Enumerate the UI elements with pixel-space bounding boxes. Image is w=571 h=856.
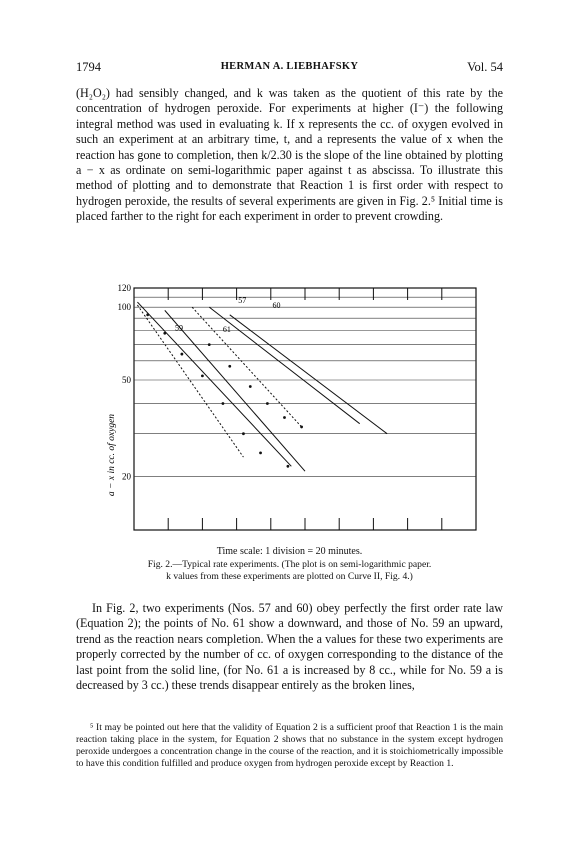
y-tick-label: 120 [117,283,131,293]
data-point [201,374,204,377]
data-point [287,465,290,468]
series-label-59: 59 [175,323,184,333]
series-label-60: 60 [272,301,281,311]
caption-line-2: k values from these experiments are plotted on Curve II, Fig. 4.) [166,571,413,582]
plot-border [134,288,476,530]
log-grid [134,288,476,530]
figure-caption [76,546,503,583]
series-label-57: 57 [238,296,247,306]
rate-chart [76,280,503,540]
paragraph-text: (H₂O₂) had sensibly changed, and k was taken as the quotient of this rate by the concentration of hydrogen peroxide. For experiments at higher (I⁻) the following integral method was used in evaluating k. If x represents the cc. of oxygen evolved in such an experiment at an arbitrary time, t, and a represents the value of x when the reaction has gone to completion, then k/2.30 is the slope of the line obtained by plotting a − x as ordinate on semi-logarithmic paper against t as abscissa. To illustrate this method of plotting and to demonstrate that Reaction 1 is first order with respect to hydrogen peroxide, the results of several experiments are given in Fig. 2.⁵ Initial time is placed farther to the right for each experiment in order to prevent crowding. [76,86,503,224]
data-point [228,365,231,368]
footnote-text: ⁵ It may be pointed out here that the validity of Equation 2 is a sufficient proof that Reaction 1 is the main reaction taking place in the system, for Equation 2 shows that no substance in the system except hydrogen peroxide undergoes a concentration change in the course of the reaction, and it is stoichiometrically impossible to have this condition fulfilled and produce oxygen from hydrogen peroxide except by Reaction 1. [76,722,503,769]
solid-line [230,315,387,434]
paragraph-text: In Fig. 2, two experiments (Nos. 57 and 60) obey perfectly the first order rate law (Equation 2); the points of No. 61 show a downward, and those of No. 59 an upward, trend as the reaction nears completion. When the a values for these two experiments are properly corrected by the number of cc. of oxygen corresponding to the distance of the last point from the solid line, (for No. 61 a is increased by 8 cc., while for No. 59 a is decreased by 3 cc.) these trends disappear entirely as the broken lines, [76,601,503,693]
volume-number: Vol. 54 [467,60,503,74]
body-paragraph-2 [76,601,503,693]
data-point [249,385,252,388]
y-tick-label: 50 [122,375,131,386]
data-point [146,313,149,316]
data-point [222,402,225,405]
x-axis-label: Time scale: 1 division = 20 minutes. [216,546,363,557]
series-line-61 [192,307,301,427]
body-paragraph-1 [76,86,503,225]
running-header [76,60,503,76]
y-tick-label: 100 [117,302,131,313]
data-point [266,402,269,405]
data-point [163,332,166,335]
y-axis-label: a − x in cc. of oxygen [107,413,117,497]
axis-ticks [134,288,476,530]
series-line-60 [209,307,359,424]
data-point [259,451,262,454]
data-point [208,343,211,346]
series-labels [175,296,280,334]
solid-line [165,310,305,471]
caption-line-1: Fig. 2.—Typical rate experiments. (The plot is on semi-logarithmic paper. [147,559,432,570]
y-tick-labels [118,283,132,481]
running-author: HERMAN A. LIEBHAFSKY [220,61,359,72]
series-label-61: 61 [222,324,231,334]
data-point [283,416,286,419]
data-point [300,426,303,429]
page-number: 1794 [76,60,101,74]
figure-2 [76,280,503,580]
data-point [180,353,183,356]
series-line-57 [137,302,291,466]
y-tick-label: 20 [122,471,131,482]
data-point [242,432,245,435]
footnote [76,722,503,770]
